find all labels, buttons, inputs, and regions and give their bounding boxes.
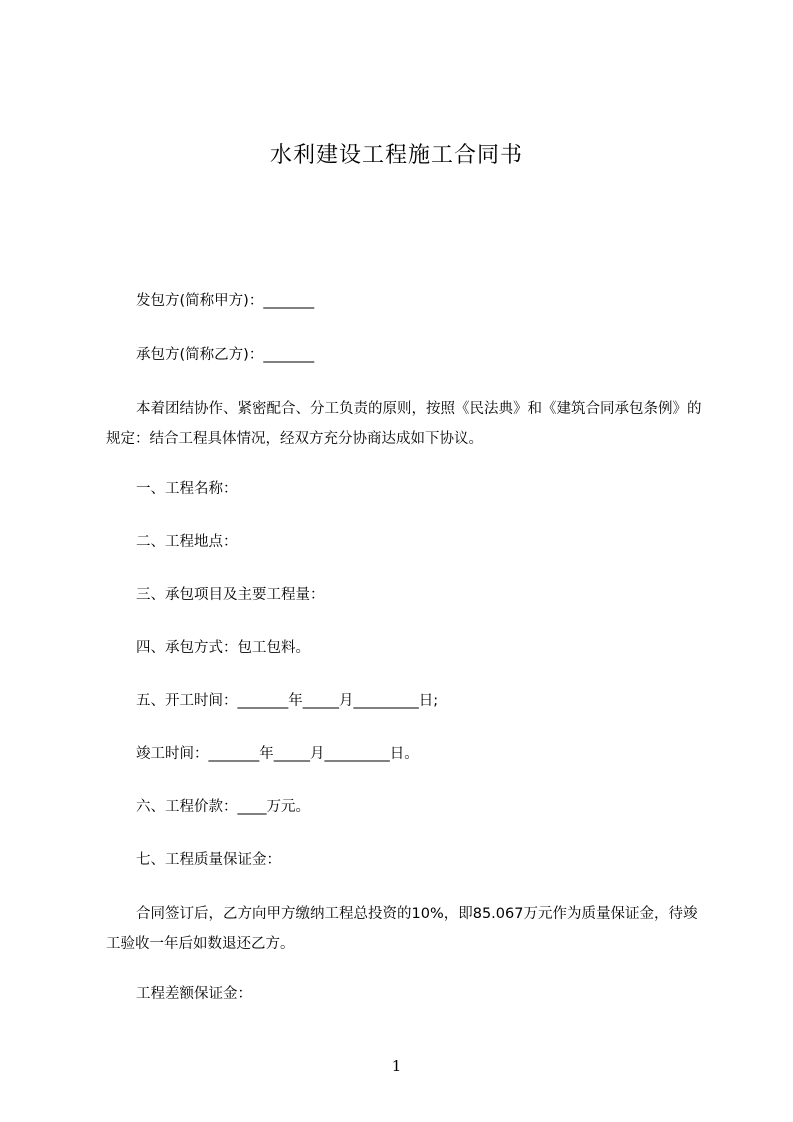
- page-number: 1: [391, 1057, 402, 1075]
- item-project-price: 六、工程价款：____万元。: [136, 799, 310, 815]
- item-project-name: 一、工程名称：: [136, 481, 238, 497]
- document-title: 水利建设工程施工合同书: [269, 143, 523, 168]
- item-start-date: 五、开工时间：_______年_____月_________日;: [136, 693, 439, 709]
- preamble-paragraph: 本着团结协作、紧密配合、分工负责的原则，按照《民法典》和《建筑合同承包条例》的规定：结合工程具体情况，经双方充分协商达成如下协议。: [106, 401, 702, 447]
- margin-deposit-line: 工程差额保证金：: [136, 986, 252, 1002]
- party-b-line: 承包方(简称乙方)：_______: [136, 347, 315, 363]
- deposit-paragraph: 合同签订后，乙方向甲方缴纳工程总投资的10%，即85.067万元作为质量保证金，待竣工验收一年后如数退还乙方。: [106, 906, 698, 952]
- item-contract-method: 四、承包方式：包工包料。: [136, 640, 310, 656]
- item-project-location: 二、工程地点：: [136, 534, 238, 550]
- item-contract-scope: 三、承包项目及主要工程量：: [136, 587, 325, 603]
- party-a-line: 发包方(简称甲方)：_______: [136, 293, 315, 309]
- item-quality-deposit: 七、工程质量保证金：: [136, 852, 281, 868]
- item-completion-date: 竣工时间：_______年_____月_________日。: [136, 746, 419, 762]
